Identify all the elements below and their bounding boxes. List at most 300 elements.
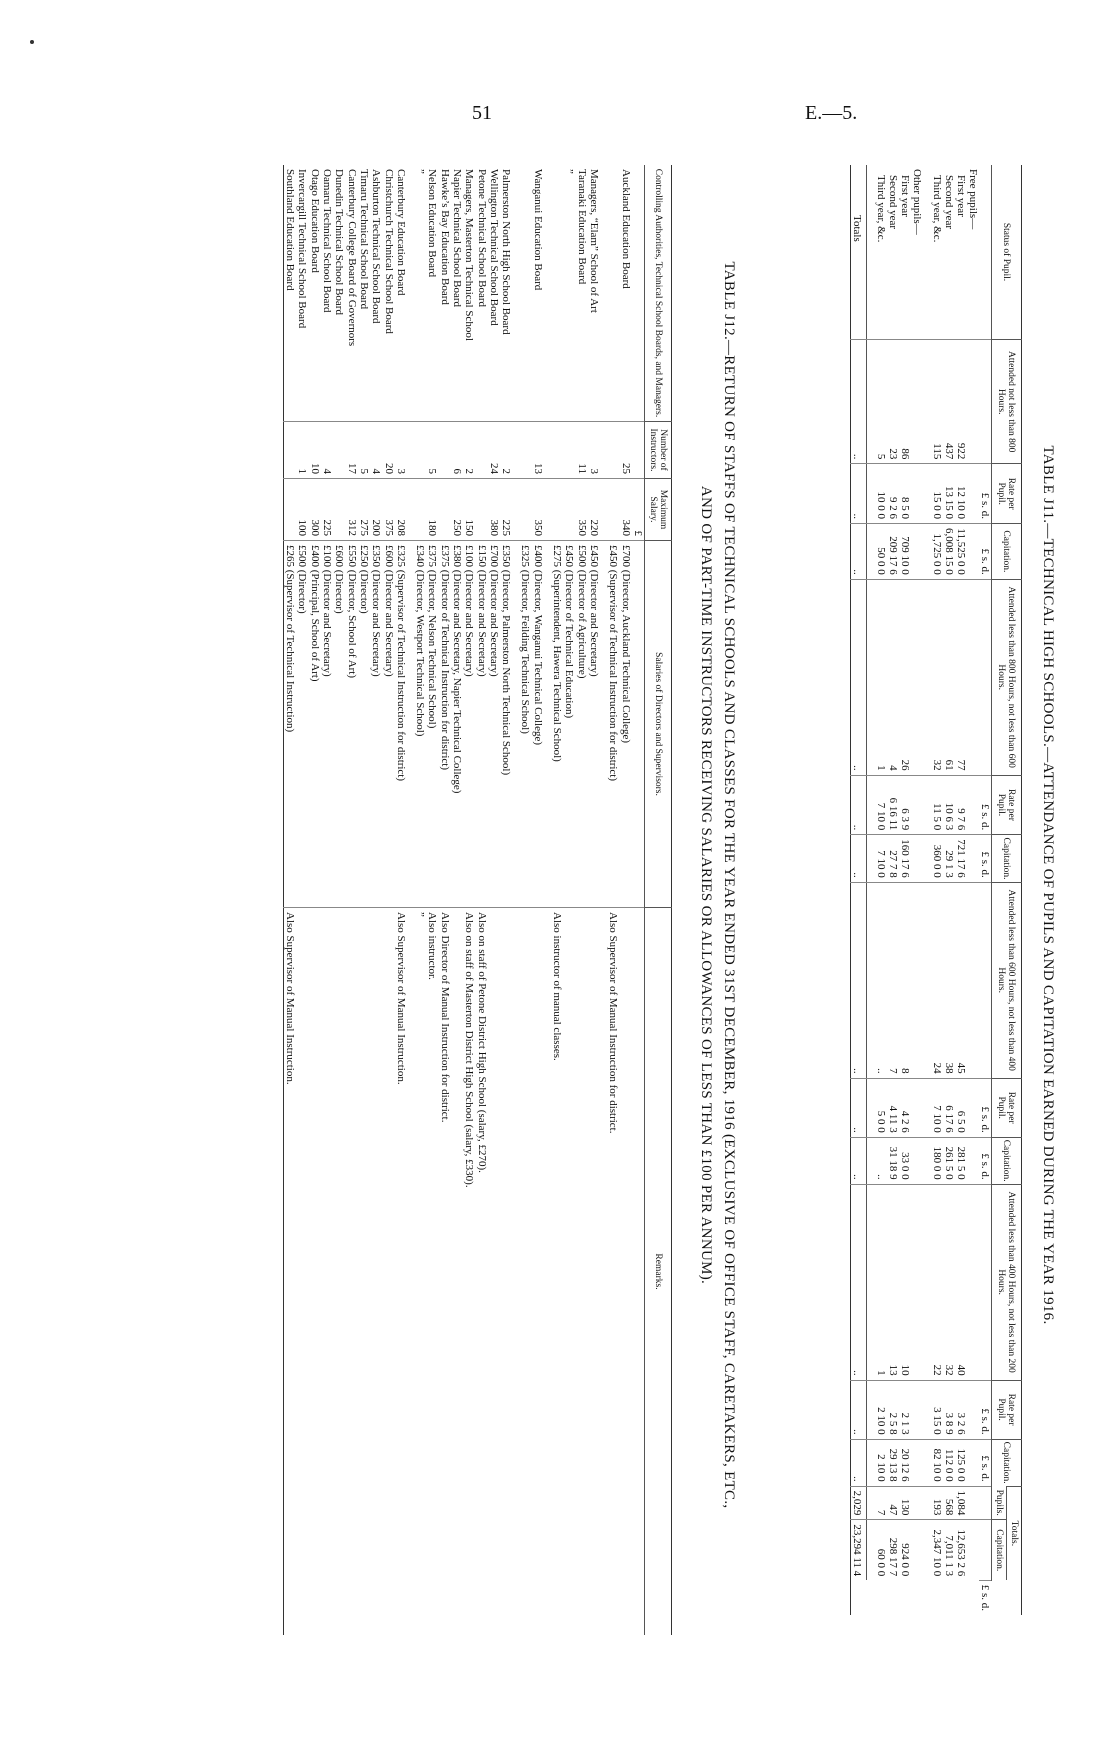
- table-row: [899, 165, 911, 1615]
- cell: ..: [851, 882, 867, 1078]
- max-salary-cell: [551, 479, 563, 541]
- authority-cell: ”: [414, 169, 427, 174]
- cell: [967, 1486, 979, 1520]
- remarks-cell: [576, 908, 588, 1636]
- salary-cell: £265 (Supervisor of Technical Instruction): [283, 541, 296, 908]
- max-salary-cell: 220: [588, 479, 600, 541]
- salary-cell: £375 (Director, Nelson Technical School): [426, 541, 438, 908]
- cell: 2 10 0: [875, 1439, 887, 1486]
- cell: 281 5 0: [955, 1137, 967, 1184]
- salary-cell: £325 (Director, Feilding Technical School): [519, 541, 531, 908]
- instructors-cell: [439, 422, 451, 479]
- cell: 61: [943, 579, 955, 775]
- cell: 7: [887, 882, 899, 1078]
- col-status: Status of Pupil.: [992, 165, 1022, 340]
- authority-cell: [519, 165, 531, 422]
- table-row: [519, 165, 531, 1635]
- remarks-cell: [519, 908, 531, 1636]
- max-salary-cell: [439, 479, 451, 541]
- authority-cell: Petone Technical School Board: [475, 169, 488, 308]
- remarks-cell: [382, 908, 394, 1636]
- cell: 6 16 11: [887, 775, 899, 835]
- authority-cell: Oamaru Technical School Board: [321, 169, 334, 313]
- max-salary-cell: 275: [358, 479, 370, 541]
- cell: 6 3 9: [899, 775, 911, 835]
- cell: 8 5 0: [899, 464, 911, 524]
- max-salary-cell: 200: [370, 479, 382, 541]
- cell: 9 7 6: [955, 775, 967, 835]
- salary-cell: £600 (Director and Secretary): [382, 541, 394, 908]
- unit-cell: £ s. d.: [979, 1439, 992, 1486]
- authority-cell: Canterbury Education Board: [394, 169, 407, 296]
- spacer-row: [867, 165, 876, 1615]
- cell: [911, 1486, 923, 1520]
- remarks-cell: [370, 908, 382, 1636]
- cell: 2 10 0: [875, 1380, 887, 1439]
- salary-cell: £500 (Director of Agriculture): [576, 541, 588, 908]
- page-number: 51: [472, 102, 492, 124]
- table12-title-line2: AND OF PART-TIME INSTRUCTORS RECEIVING SALARIES OR ALLOWANCES OF LESS THAN £100 PER ANNUM).: [698, 485, 714, 1285]
- table-row: [955, 165, 967, 1615]
- authority-cell: Invercargill Technical School Board: [296, 169, 309, 329]
- max-salary-cell: 225: [500, 479, 512, 541]
- instructors-cell: 11: [576, 422, 588, 479]
- cell: 50 0 0: [875, 524, 887, 580]
- cell: 10 6 3: [943, 775, 955, 835]
- cell: 23,294 11 4: [851, 1520, 867, 1580]
- authority-cell: Managers, “Elam” School of Art: [587, 169, 600, 313]
- cell: 2,347 10 0: [931, 1520, 943, 1580]
- max-salary-cell: [519, 479, 531, 541]
- instructors-cell: [563, 422, 575, 479]
- salary-cell: £350 (Director, Palmerston North Technical School): [500, 541, 512, 908]
- cell: 4: [887, 579, 899, 775]
- authority-cell: Otago Education Board: [308, 169, 321, 273]
- authority-cell: [551, 165, 563, 422]
- cell: ..: [875, 1137, 887, 1184]
- salary-cell: £700 (Director and Secretary): [488, 541, 500, 908]
- instructors-cell: [475, 422, 487, 479]
- cell: 26: [899, 579, 911, 775]
- cell: ..: [851, 1184, 867, 1380]
- authority-cell: Auckland Education Board: [619, 169, 632, 289]
- row-label: Other pupils—: [911, 169, 923, 235]
- table-row: [619, 165, 631, 1635]
- cell: 3 2 6: [955, 1380, 967, 1439]
- table-row: [943, 165, 955, 1615]
- margin-dot: [30, 40, 34, 44]
- max-salary-cell: 225: [321, 479, 333, 541]
- instructors-cell: [607, 422, 619, 479]
- instructors-cell: 5: [426, 422, 438, 479]
- cell: 7 10 0: [875, 835, 887, 883]
- cell: ..: [851, 1137, 867, 1184]
- table-row: [333, 165, 345, 1635]
- authority-cell: Nelson Education Board: [426, 169, 439, 278]
- cell: [967, 1520, 979, 1580]
- table-row: [321, 165, 333, 1635]
- cell: 7 10 0: [875, 775, 887, 835]
- remarks-cell: [451, 908, 463, 1636]
- unit-cell: [979, 1486, 992, 1520]
- col-600: Attended less than 800 Hours, not less than 600 Hours.: [992, 579, 1022, 775]
- cell: 360 0 0: [931, 835, 943, 883]
- max-salary-cell: [607, 479, 619, 541]
- table11-title: TABLE J11.—TECHNICAL HIGH SCHOOLS.—ATTENDANCE OF PUPILS AND CAPITATION EARNED DURING THE YEAR 1916.: [1040, 445, 1056, 1325]
- cell: 922: [955, 340, 967, 464]
- cell: 6,008 15 0: [943, 524, 955, 580]
- table11: [850, 165, 1022, 1615]
- col-400-cap: Capitation.: [992, 1137, 1022, 1184]
- remarks-cell: [619, 908, 631, 1636]
- remarks-cell: Also instructor of manual classes.: [551, 908, 563, 1636]
- col-max-salary: Maximum Salary.: [645, 479, 672, 541]
- salary-cell: £380 (Director and Secretary, Napier Technical College): [451, 541, 463, 908]
- col-salaries: Salaries of Directors and Supervisors.: [645, 541, 672, 908]
- cell: [911, 775, 923, 835]
- spacer-row: [923, 165, 931, 1615]
- cell: [911, 579, 923, 775]
- instructors-cell: [283, 422, 296, 479]
- remarks-cell: Also instructor.: [426, 908, 438, 1636]
- cell: [967, 882, 979, 1078]
- cell: [911, 1078, 923, 1137]
- remarks-cell: [500, 908, 512, 1636]
- instructors-cell: 4: [370, 422, 382, 479]
- cell: 209 17 6: [887, 524, 899, 580]
- cell: [911, 835, 923, 883]
- cell: [967, 1184, 979, 1380]
- salary-cell: £600 (Director): [333, 541, 345, 908]
- cell: ..: [851, 464, 867, 524]
- instructors-cell: [333, 422, 345, 479]
- cell: ..: [851, 524, 867, 580]
- remarks-cell: [563, 908, 575, 1636]
- cell: 6 5 0: [955, 1078, 967, 1137]
- table12-title-line1: TABLE J12.—RETURN OF STAFFS OF TECHNICAL SCHOOLS AND CLASSES FOR THE YEAR ENDED 31ST DECEMBER, 1916 (EXCLUSIVE OF OFFICE STAFF, CARETAKERS, ETC.,: [721, 261, 737, 1509]
- rotated-page-content: [52, 135, 1062, 1635]
- instructors-cell: 25: [619, 422, 631, 479]
- cell: 298 17 7: [887, 1520, 899, 1580]
- salary-cell: £500 (Director): [296, 541, 308, 908]
- max-salary-cell: 180: [426, 479, 438, 541]
- cell: [967, 340, 979, 464]
- table-row: [309, 165, 321, 1635]
- remarks-cell: Also on staff of Petone District High School (salary, £270).: [475, 908, 487, 1636]
- cell: [967, 1439, 979, 1486]
- instructors-cell: [414, 422, 426, 479]
- unit-cell: £ s. d.: [979, 524, 992, 580]
- cell: [911, 340, 923, 464]
- cell: 12,653 2 6: [955, 1520, 967, 1580]
- remarks-cell: [345, 908, 357, 1636]
- col-800-cap: Capitation.: [992, 524, 1022, 580]
- remarks-cell: Also Director of Manual Instruction for district.: [439, 908, 451, 1636]
- col-800: Attended not less than 800 Hours.: [992, 340, 1022, 464]
- cell: 13: [887, 1184, 899, 1380]
- cell: 721 17 6: [955, 835, 967, 883]
- cell: 10: [899, 1184, 911, 1380]
- instructors-cell: [551, 422, 563, 479]
- table-row: [296, 165, 308, 1635]
- instructors-cell: 13: [532, 422, 544, 479]
- max-salary-cell: 350: [532, 479, 544, 541]
- cell: [967, 464, 979, 524]
- table-row: [370, 165, 382, 1635]
- max-salary-cell: 208: [395, 479, 407, 541]
- cell: [967, 1137, 979, 1184]
- salary-cell: £400 (Principal, School of Art): [309, 541, 321, 908]
- cell: 130: [899, 1486, 911, 1520]
- max-salary-cell: 350: [576, 479, 588, 541]
- authority-cell: [607, 165, 619, 422]
- salary-cell: £400 (Director, Wanganui Technical College): [532, 541, 544, 908]
- remarks-cell: Also Supervisor of Manual Instruction.: [395, 908, 407, 1636]
- row-label: First year: [899, 175, 911, 217]
- cell: 13 15 0: [943, 464, 955, 524]
- cell: 180 0 0: [931, 1137, 943, 1184]
- cell: 11 5 0: [931, 775, 943, 835]
- cell: 45: [955, 882, 967, 1078]
- table-row: [851, 165, 867, 1615]
- remarks-cell: ”: [414, 908, 426, 1636]
- cell: ..: [851, 1078, 867, 1137]
- remarks-cell: [358, 908, 370, 1636]
- unit-pound: £: [632, 479, 645, 541]
- cell: 112 0 0: [943, 1439, 955, 1486]
- col-400: Attended less than 600 Hours, not less than 400 Hours.: [992, 882, 1022, 1078]
- table-row: [475, 165, 487, 1635]
- cell: 33 0 0: [899, 1137, 911, 1184]
- authority-cell: Taranaki Education Board: [575, 169, 588, 285]
- table-row: [382, 165, 394, 1635]
- max-salary-cell: [283, 479, 296, 541]
- spacer-row: [512, 165, 519, 1635]
- unit-cell: £ s. d.: [979, 835, 992, 883]
- salary-cell: £100 (Director and Secretary): [321, 541, 333, 908]
- row-label: First year: [955, 175, 967, 217]
- table12-body: [283, 165, 644, 1635]
- max-salary-cell: [563, 479, 575, 541]
- cell: 29 1 3: [943, 835, 955, 883]
- unit-cell: £ s. d.: [979, 775, 992, 835]
- cell: 47: [887, 1486, 899, 1520]
- cell: 1: [875, 579, 887, 775]
- cell: 32: [943, 1184, 955, 1380]
- spacer-row: [407, 165, 414, 1635]
- col-200-cap: Capitation.: [992, 1439, 1022, 1486]
- table-row: [414, 165, 426, 1635]
- remarks-cell: [321, 908, 333, 1636]
- unit-cell: [979, 1520, 992, 1580]
- table11-unit-row: [979, 165, 992, 1615]
- unit-cell: £ s. d.: [979, 1380, 992, 1439]
- max-salary-cell: [333, 479, 345, 541]
- cell: ..: [875, 882, 887, 1078]
- cell: [911, 1137, 923, 1184]
- table-row: [283, 165, 296, 1635]
- max-salary-cell: 300: [309, 479, 321, 541]
- salary-cell: £450 (Director and Secretary): [588, 541, 600, 908]
- cell: [911, 1184, 923, 1380]
- unit-cell: £ s. d.: [979, 1580, 992, 1615]
- authority-cell: Timaru Technical School Board: [357, 169, 370, 310]
- table-row: [395, 165, 407, 1635]
- table-row: [426, 165, 438, 1635]
- cell: 11,525 0 0: [955, 524, 967, 580]
- max-salary-cell: 380: [488, 479, 500, 541]
- authority-cell: Napier Technical School Board: [451, 169, 463, 308]
- max-salary-cell: 375: [382, 479, 394, 541]
- cell: 160 17 6: [899, 835, 911, 883]
- unit-cell: [979, 579, 992, 775]
- cell: 77: [955, 579, 967, 775]
- cell: [967, 775, 979, 835]
- salary-cell: £340 (Director, Westport Technical School): [414, 541, 426, 908]
- cell: 2 1 3: [899, 1380, 911, 1439]
- table-row: [451, 165, 463, 1635]
- table-row: [911, 165, 923, 1615]
- col-200: Attended less than 400 Hours, not less than 200 Hours.: [992, 1184, 1022, 1380]
- table-row: [463, 165, 475, 1635]
- unit-cell: [979, 882, 992, 1078]
- remarks-cell: Also on staff of Masterton District High School (salary, £330).: [463, 908, 475, 1636]
- row-label: Second year: [943, 175, 955, 230]
- col-total-cap: Capitation.: [992, 1520, 1007, 1580]
- cell: 31 18 9: [887, 1137, 899, 1184]
- unit-cell: [979, 1184, 992, 1380]
- cell: 8: [899, 882, 911, 1078]
- authority-cell: Palmerston North High School Board: [500, 169, 513, 335]
- cell: 7,011 1 3: [943, 1520, 955, 1580]
- remarks-cell: [296, 908, 308, 1636]
- cell: 27 7 8: [887, 835, 899, 883]
- cell: 38: [943, 882, 955, 1078]
- cell: [911, 1520, 923, 1580]
- authority-cell: Dunedin Technical School Board: [333, 169, 346, 315]
- salary-cell: £550 (Director, School of Art): [345, 541, 357, 908]
- table-row: [532, 165, 544, 1635]
- cell: 1,725 0 0: [931, 524, 943, 580]
- col-remarks: Remarks.: [645, 908, 672, 1636]
- salary-cell: £450 (Director of Technical Education): [563, 541, 575, 908]
- cell: 10 0 0: [875, 464, 887, 524]
- cell: 1: [875, 1184, 887, 1380]
- cell: 6 17 6: [943, 1078, 955, 1137]
- table-row: [551, 165, 563, 1635]
- cell: 2 5 8: [887, 1380, 899, 1439]
- instructors-cell: 6: [451, 422, 463, 479]
- table-row: [576, 165, 588, 1635]
- cell: [911, 464, 923, 524]
- table-row: [439, 165, 451, 1635]
- col-total-pupils: Pupils.: [992, 1486, 1007, 1520]
- table-row: [588, 165, 600, 1635]
- cell: [967, 835, 979, 883]
- remarks-cell: [309, 908, 321, 1636]
- table-row: [345, 165, 357, 1635]
- salary-cell: £250 (Director): [358, 541, 370, 908]
- cell: 15 0 0: [931, 464, 943, 524]
- max-salary-cell: 250: [451, 479, 463, 541]
- table-row: [875, 165, 887, 1615]
- cell: 193: [931, 1486, 943, 1520]
- instructors-cell: 2: [463, 422, 475, 479]
- cell: 40: [955, 1184, 967, 1380]
- table11-header-row: [1007, 165, 1022, 1615]
- cell: 924 0 0: [899, 1520, 911, 1580]
- cell: 4 11 3: [887, 1078, 899, 1137]
- cell: ..: [851, 340, 867, 464]
- max-salary-cell: 150: [463, 479, 475, 541]
- cell: ..: [851, 579, 867, 775]
- authority-cell: Wanganui Education Board: [531, 169, 544, 291]
- authority-cell: Managers, Masterton Technical School: [463, 169, 476, 341]
- cell: [911, 524, 923, 580]
- authority-cell: Christchurch Technical School Board: [382, 169, 395, 334]
- instructors-cell: [519, 422, 531, 479]
- table-row: [931, 165, 943, 1615]
- max-salary-cell: 340: [619, 479, 631, 541]
- authority-cell: Southland Education Board: [284, 169, 297, 291]
- table-row: [488, 165, 500, 1635]
- salary-cell: £350 (Director and Secretary): [370, 541, 382, 908]
- cell: 261 5 0: [943, 1137, 955, 1184]
- col-totals: Totals.: [1007, 1486, 1022, 1580]
- salary-cell: £275 (Superintendent, Hawera Technical School): [551, 541, 563, 908]
- table11-body: [851, 165, 992, 1615]
- unit-cell: £ s. d.: [979, 464, 992, 524]
- col-600-cap: Capitation.: [992, 835, 1022, 883]
- salary-cell: £450 (Supervisor of Technical Instruction for district): [607, 541, 619, 908]
- instructors-cell: 17: [345, 422, 357, 479]
- cell: [967, 1380, 979, 1439]
- max-salary-cell: [414, 479, 426, 541]
- instructors-cell: 3: [588, 422, 600, 479]
- instructors-cell: 24: [488, 422, 500, 479]
- cell: ..: [851, 1380, 867, 1439]
- cell: 3 15 0: [931, 1380, 943, 1439]
- instructors-cell: 20: [382, 422, 394, 479]
- cell: [967, 1078, 979, 1137]
- col-authority: Controlling Authorities, Technical School Boards, and Managers.: [645, 165, 672, 422]
- cell: [911, 882, 923, 1078]
- authority-cell: Ashburton Technical School Board: [370, 169, 383, 324]
- unit-cell: £ s. d.: [979, 1137, 992, 1184]
- table-row: [967, 165, 979, 1615]
- instructors-cell: 4: [321, 422, 333, 479]
- salary-cell: £700 (Director, Auckland Technical College): [619, 541, 631, 908]
- instructors-cell: 10: [309, 422, 321, 479]
- cell: [967, 524, 979, 580]
- cell: 22: [931, 1184, 943, 1380]
- col-instructors: Number of Instructors.: [645, 422, 672, 479]
- cell: ..: [851, 835, 867, 883]
- cell: 3 8 9: [943, 1380, 955, 1439]
- cell: 4 2 6: [899, 1078, 911, 1137]
- salary-cell: £150 (Director and Secretary): [475, 541, 487, 908]
- authority-cell: ”: [563, 169, 576, 174]
- cell: 82 10 0: [931, 1439, 943, 1486]
- cell: 23: [887, 340, 899, 464]
- spacer-row: [544, 165, 551, 1635]
- cell: 115: [931, 340, 943, 464]
- cell: 86: [899, 340, 911, 464]
- table-row: [563, 165, 575, 1635]
- salary-cell: £375 (Director of Technical Instruction for district): [439, 541, 451, 908]
- table12: [283, 165, 672, 1635]
- table-row: [358, 165, 370, 1635]
